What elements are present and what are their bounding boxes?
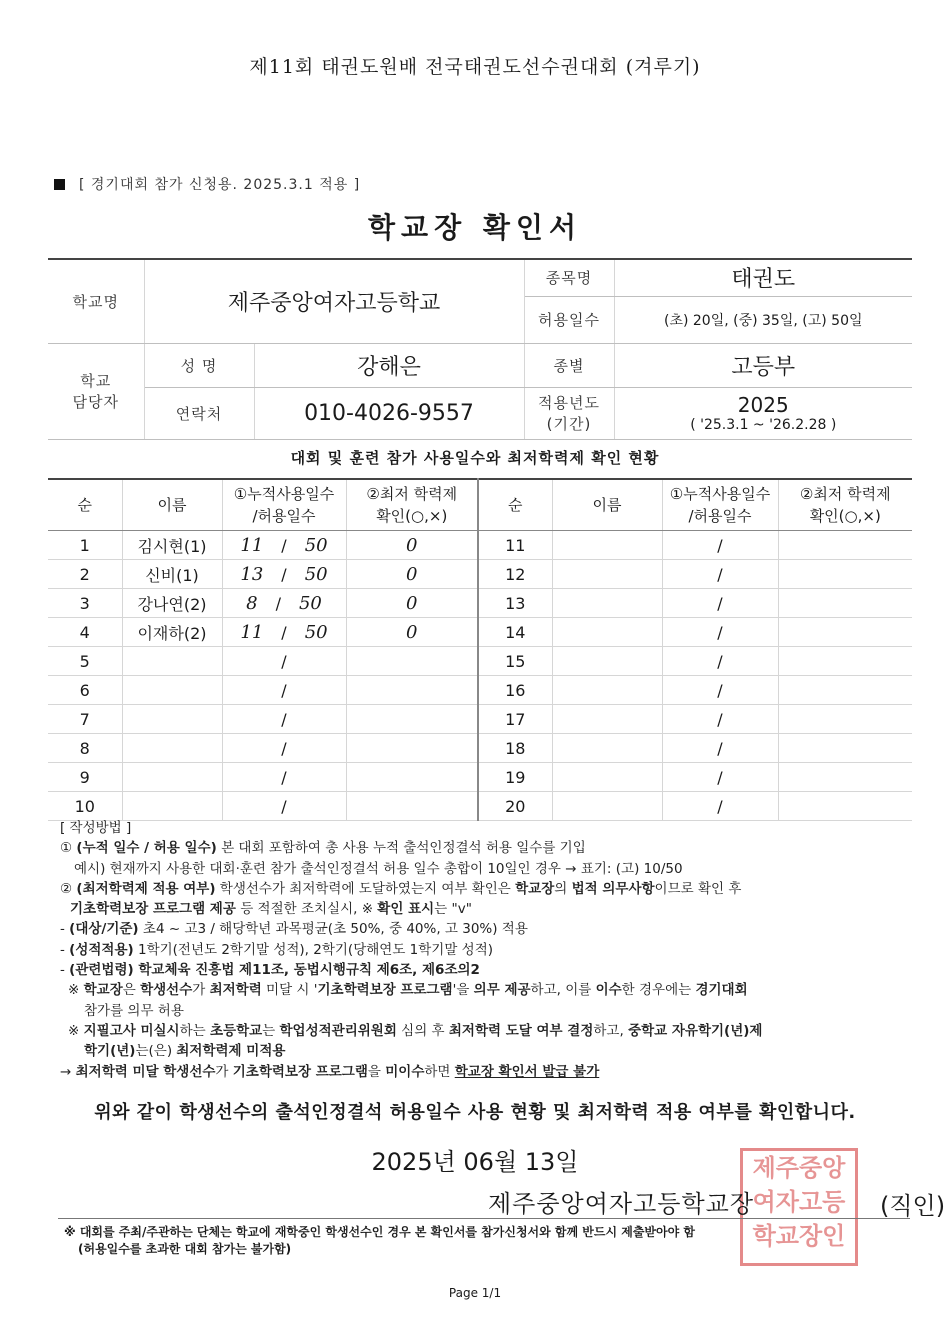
row-name	[122, 705, 222, 734]
row-name: 신비(1)	[122, 560, 222, 589]
row-name	[552, 763, 662, 792]
division-label: 종별	[524, 343, 614, 387]
seal-text: 제주중앙여자고등학교장인	[752, 1154, 846, 1250]
used-days: 11	[240, 534, 264, 556]
year-label-line1: 적용년도	[538, 394, 600, 412]
allowed-days: 50	[304, 621, 328, 643]
row-check	[346, 763, 478, 792]
principal-signature: 제주중앙여자고등학교장	[488, 1190, 755, 1218]
header-days-line2: /허용일수	[252, 507, 316, 525]
table-row	[48, 618, 912, 647]
table-row	[48, 531, 912, 560]
instructions-line-2: 예시) 현재까지 사용한 대회·훈련 참가 출석인정결석 허용 일수 총합이 10일인 경우 → 표기: (고) 10/50	[74, 860, 683, 877]
footnote-divider	[58, 1218, 910, 1219]
row-days: /	[662, 618, 778, 647]
text: 하면	[424, 1063, 455, 1080]
year-label	[524, 387, 614, 439]
row-no: 17	[478, 705, 552, 734]
year-cell	[614, 387, 912, 439]
header-no: 순	[48, 479, 122, 531]
table-header-row	[48, 479, 912, 531]
text: 는(은)	[135, 1043, 177, 1060]
row-days: /	[662, 792, 778, 821]
row-no: 13	[478, 589, 552, 618]
text: 초4 ~ 고3 / 해당학년 과목평균(초 50%, 중 40%, 고 30%) 적용	[138, 921, 528, 938]
footnote-line-1: ※ 대회를 주최/주관하는 단체는 학교에 재학중인 학생선수인 경우 본 확인서를 참가신청서와 함께 반드시 제출받아야 함	[64, 1225, 695, 1239]
instructions-line-1	[60, 838, 920, 858]
row-check	[346, 792, 478, 821]
table-row	[48, 589, 912, 618]
manager-label	[48, 343, 144, 439]
header-min-2	[778, 479, 912, 531]
row-no: 3	[48, 589, 122, 618]
used-days: 8	[246, 592, 258, 614]
year-label-line2: (기간)	[546, 415, 592, 433]
slash: /	[281, 564, 287, 584]
row-no: 9	[48, 763, 122, 792]
athletes-table	[48, 478, 912, 821]
text: →	[60, 1063, 76, 1080]
row-check	[778, 734, 912, 763]
row-days	[222, 589, 346, 618]
table-row	[48, 560, 912, 589]
text: 이므로 확인 후	[654, 880, 742, 897]
row-no: 6	[48, 676, 122, 705]
instructions-line-10	[60, 1021, 920, 1041]
text: -	[60, 921, 70, 938]
instructions-line-9: 참가를 의무 허용	[84, 1002, 184, 1019]
notice-text: [ 경기대회 참가 신청용. 2025.3.1 적용 ]	[79, 177, 361, 193]
header-days	[222, 479, 346, 531]
text: 하고, 이를	[530, 982, 596, 999]
table-row	[48, 647, 912, 676]
instructions-line-6	[60, 940, 920, 960]
row-days: /	[662, 676, 778, 705]
row-check	[778, 792, 912, 821]
allowed-days: 50	[304, 563, 328, 585]
text: 경기대회	[695, 982, 748, 999]
row-check	[778, 589, 912, 618]
text: 기초학력보장 프로그램 제공	[70, 901, 236, 918]
row-check: 0	[346, 531, 478, 560]
sport-label: 종목명	[524, 259, 614, 296]
row-no: 1	[48, 531, 122, 560]
row-check: 0	[346, 589, 478, 618]
row-days: /	[662, 734, 778, 763]
row-name	[122, 734, 222, 763]
text: 의무 제공	[473, 982, 531, 999]
text: 가	[215, 1063, 233, 1080]
row-no: 11	[478, 531, 552, 560]
text: 지필고사 미실시	[83, 1022, 180, 1039]
header-days-2-line2: /허용일수	[688, 507, 752, 525]
contact-label: 연락처	[144, 387, 254, 439]
text: 미달 시 '	[261, 982, 318, 999]
header-name-2: 이름	[552, 479, 662, 531]
text: -	[60, 941, 70, 958]
used-days: 11	[240, 621, 264, 643]
row-check	[346, 705, 478, 734]
row-days: /	[662, 589, 778, 618]
row-name: 강나연(2)	[122, 589, 222, 618]
text: '을	[452, 982, 474, 999]
text: 중학교 자유학기(년)제	[628, 1022, 763, 1039]
row-days: /	[222, 734, 346, 763]
row-check	[778, 531, 912, 560]
text: 학교장 확인서 발급 불가	[454, 1063, 600, 1080]
instructions-line-4	[60, 899, 920, 919]
text: 학생선수가 최저학력에 도달하였는지 여부 확인은	[215, 880, 516, 897]
header-min-2-line1: ②최저 학력제	[799, 485, 891, 503]
row-name	[552, 531, 662, 560]
text: 최저학력 도달 여부 결정	[448, 1022, 594, 1039]
row-check	[778, 618, 912, 647]
instructions-line-11	[60, 1041, 920, 1061]
text: 1학기(전년도 2학기말 성적), 2학기(당해연도 1학기말 성적)	[133, 941, 494, 958]
school-info-table	[48, 258, 912, 440]
allowed-days: 50	[298, 592, 322, 614]
text: 본 대회 포함하여 총 사용 누적 출석인정결석 허용 일수를 기입	[216, 840, 586, 857]
confirmation-statement: 위와 같이 학생선수의 출석인정결석 허용일수 사용 현황 및 최저학력 적용 여부를 확인합니다.	[94, 1102, 856, 1123]
row-days: /	[222, 763, 346, 792]
row-name	[552, 560, 662, 589]
row-days: /	[662, 705, 778, 734]
row-check	[778, 647, 912, 676]
row-days	[222, 618, 346, 647]
issue-date: 2025년 06월 13일	[371, 1148, 579, 1176]
text: (누적 일수 / 허용 일수)	[76, 840, 217, 857]
row-no: 8	[48, 734, 122, 763]
text: ※	[68, 982, 84, 999]
row-name	[122, 647, 222, 676]
row-days: /	[662, 763, 778, 792]
row-check	[778, 763, 912, 792]
text: 학업성적관리위원회	[279, 1022, 397, 1039]
used-days: 13	[240, 563, 264, 585]
header-min-line1: ②최저 학력제	[366, 485, 458, 503]
header-no-2: 순	[478, 479, 552, 531]
text: 학기(년)	[84, 1043, 136, 1060]
text: ※	[68, 1022, 84, 1039]
header-days-2-line1: ①누적사용일수	[669, 485, 771, 503]
text: (성적적용)	[69, 941, 134, 958]
footnote	[64, 1224, 904, 1258]
text: 하고,	[593, 1022, 629, 1039]
text: 최저학력 미달 학생선수	[75, 1063, 216, 1080]
row-name	[122, 792, 222, 821]
row-days: /	[662, 560, 778, 589]
text: -	[60, 962, 70, 979]
row-name	[552, 792, 662, 821]
instructions-line-3	[60, 879, 920, 899]
row-check	[346, 676, 478, 705]
text: 심의 후	[396, 1022, 449, 1039]
header-days-line1: ①누적사용일수	[233, 485, 335, 503]
footnote-line-2: (허용일수를 초과한 대회 참가는 불가함)	[78, 1242, 292, 1256]
row-no: 14	[478, 618, 552, 647]
text: (대상/기준)	[69, 921, 139, 938]
text: 한 경우에는	[621, 982, 696, 999]
row-name: 이재하(2)	[122, 618, 222, 647]
document-title: 학교장 확인서	[367, 211, 583, 244]
row-name	[122, 763, 222, 792]
instructions-line-5	[60, 919, 920, 939]
row-days: /	[222, 647, 346, 676]
row-no: 2	[48, 560, 122, 589]
header-min-2-line2: 확인(○,×)	[809, 507, 881, 525]
text: 최저학력제 미적용	[176, 1043, 286, 1060]
slash: /	[281, 535, 287, 555]
row-days	[222, 560, 346, 589]
row-name	[552, 647, 662, 676]
text: 최저학력	[209, 982, 262, 999]
text: 이수	[595, 982, 622, 999]
row-no: 15	[478, 647, 552, 676]
text: ②	[60, 880, 77, 897]
competition-title: 제11회 태권도원배 전국태권도선수권대회 (겨루기)	[249, 56, 701, 78]
text: 기초학력보장 프로그램	[317, 982, 453, 999]
row-no: 12	[478, 560, 552, 589]
text: 학교장	[83, 982, 123, 999]
instructions-line-7	[60, 960, 920, 980]
instructions-line-12	[60, 1062, 920, 1082]
manager-label-line1: 학교	[80, 372, 112, 390]
row-name	[552, 734, 662, 763]
name-value: 강해은	[254, 343, 524, 387]
table-row	[48, 705, 912, 734]
application-notice	[54, 174, 360, 194]
text: 확인 표시	[377, 901, 435, 918]
header-min-line2: 확인(○,×)	[376, 507, 448, 525]
row-check	[778, 676, 912, 705]
row-no: 19	[478, 763, 552, 792]
row-no: 10	[48, 792, 122, 821]
text: 법적 의무사항	[571, 880, 655, 897]
table-row	[48, 734, 912, 763]
row-check	[778, 560, 912, 589]
allowed-days: 50	[304, 534, 328, 556]
row-days	[222, 531, 346, 560]
slash: /	[281, 622, 287, 642]
table-row	[48, 676, 912, 705]
slash: /	[275, 593, 281, 613]
manager-label-line2: 담당자	[72, 393, 119, 411]
row-name: 김시현(1)	[122, 531, 222, 560]
row-name	[552, 589, 662, 618]
text: ①	[60, 840, 77, 857]
row-no: 4	[48, 618, 122, 647]
row-name	[552, 618, 662, 647]
row-days: /	[222, 705, 346, 734]
school-label: 학교명	[48, 259, 144, 343]
table-row	[48, 792, 912, 821]
row-no: 18	[478, 734, 552, 763]
text: 초등학교	[209, 1022, 263, 1039]
contact-value: 010-4026-9557	[254, 387, 524, 439]
text: 등 적절한 조치실시, ※	[235, 901, 378, 918]
name-label: 성 명	[144, 343, 254, 387]
page-number: Page 1/1	[448, 1286, 502, 1300]
instructions-line-8	[60, 980, 920, 1000]
sport-value: 태권도	[614, 259, 912, 296]
row-days: /	[662, 531, 778, 560]
row-days: /	[222, 792, 346, 821]
header-name: 이름	[122, 479, 222, 531]
text: 의	[554, 880, 572, 897]
row-name	[122, 676, 222, 705]
header-days-2	[662, 479, 778, 531]
row-name	[552, 676, 662, 705]
text: 을	[367, 1063, 386, 1080]
row-check: 0	[346, 560, 478, 589]
row-check: 0	[346, 618, 478, 647]
text: 학생선수	[140, 982, 193, 999]
days-value: (초) 20일, (중) 35일, (고) 50일	[614, 296, 912, 343]
row-no: 16	[478, 676, 552, 705]
text: 은	[122, 982, 141, 999]
text: 미이수	[385, 1063, 425, 1080]
row-check	[778, 705, 912, 734]
row-no: 7	[48, 705, 122, 734]
header-min	[346, 479, 478, 531]
text: 가	[192, 982, 210, 999]
text: (관련법령) 학교체육 진흥법 제11조, 동법시행규칙 제6조, 제6조의2	[69, 962, 480, 979]
text: (최저학력제 적용 여부)	[76, 880, 216, 897]
row-no: 5	[48, 647, 122, 676]
school-value: 제주중앙여자고등학교	[144, 259, 524, 343]
section-title: 대회 및 훈련 참가 사용일수와 최저학력제 확인 현황	[290, 449, 660, 467]
row-name	[552, 705, 662, 734]
row-days: /	[662, 647, 778, 676]
row-check	[346, 734, 478, 763]
row-days: /	[222, 676, 346, 705]
text: 는	[262, 1022, 280, 1039]
table-row	[48, 763, 912, 792]
division-value: 고등부	[614, 343, 912, 387]
instructions-title: [ 작성방법 ]	[60, 820, 132, 836]
instructions	[60, 818, 920, 1082]
days-label: 허용일수	[524, 296, 614, 343]
period-value: ( '25.3.1 ~ '26.2.28 )	[690, 417, 837, 433]
row-no: 20	[478, 792, 552, 821]
text: 는 "v"	[434, 901, 472, 918]
row-check	[346, 647, 478, 676]
year-value: 2025	[737, 393, 789, 417]
seal-note: (직인)	[880, 1192, 946, 1220]
text: 기초학력보장 프로그램	[232, 1063, 368, 1080]
bullet-square-icon	[54, 179, 65, 190]
text: 하는	[179, 1022, 210, 1039]
text: 학교장	[515, 880, 555, 897]
